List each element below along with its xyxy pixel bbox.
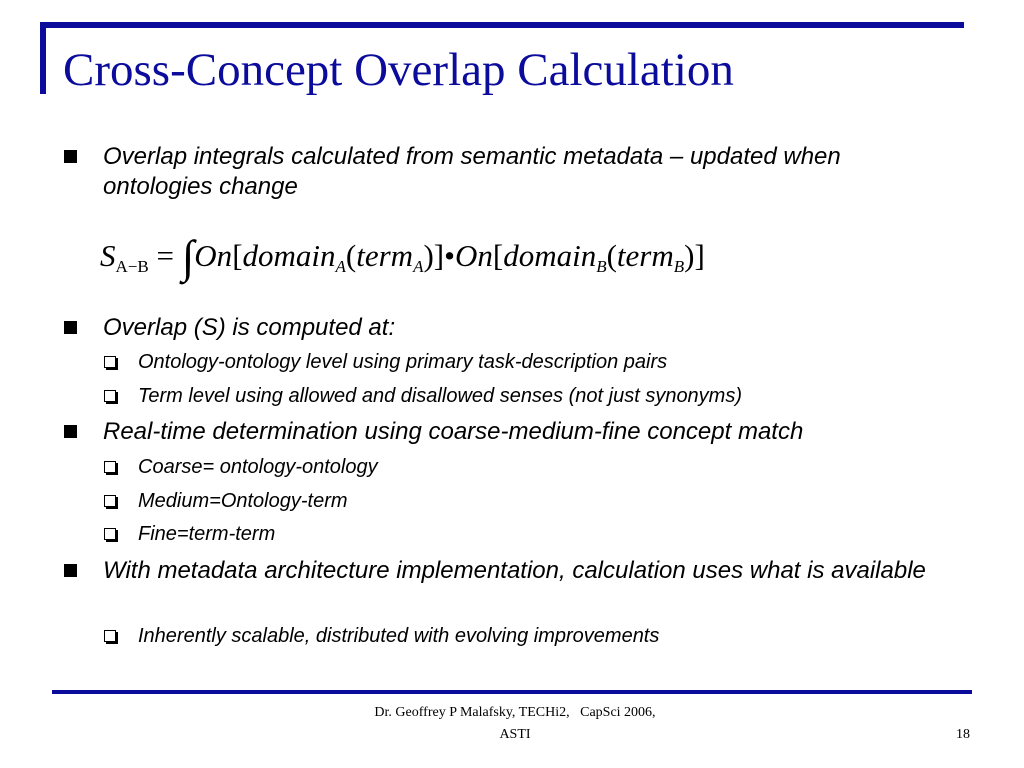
sub-bullet-term-level <box>104 383 944 409</box>
formula-paren-2: ( <box>606 238 617 273</box>
footer-line-2: ASTI <box>499 727 531 742</box>
sub-bullet-text: Coarse= ontology-ontology <box>138 456 378 478</box>
sub-bullet-coarse <box>104 454 944 480</box>
bullet-overlap-integrals <box>64 142 944 202</box>
formula-term-1: term <box>356 238 414 273</box>
bullet-text: With metadata architecture implementation, calculation uses what is available <box>103 557 926 584</box>
sub-bullet-text: Inherently scalable, distributed with evolving improvements <box>138 625 660 647</box>
formula-term-2-subscript: B <box>673 257 685 276</box>
bullet-metadata-architecture <box>64 556 944 586</box>
formula-domain-2: domain <box>503 238 597 273</box>
page-number: 18 <box>956 727 970 742</box>
formula-close-1: )] <box>423 238 445 273</box>
slide-title: Cross-Concept Overlap Calculation <box>63 44 734 96</box>
formula-domain-2-subscript: B <box>596 257 607 276</box>
bottom-accent-bar <box>52 690 972 694</box>
formula-bracket-1: [ <box>232 238 243 273</box>
integral-icon: ∫ <box>181 231 195 282</box>
overlap-formula <box>100 231 705 287</box>
checkbox-bullet-icon <box>104 461 116 473</box>
formula-term-2: term <box>616 238 674 273</box>
formula-lhs-subscript: A−B <box>115 257 149 276</box>
formula-paren-1: ( <box>345 238 357 273</box>
formula-domain-1: domain <box>242 238 336 273</box>
sub-bullet-fine <box>104 521 944 547</box>
sub-bullet-text: Medium=Ontology-term <box>138 490 348 512</box>
square-bullet-icon <box>64 425 77 438</box>
bullet-text: Overlap integrals calculated from semantic metadata – updated when ontologies change <box>103 143 841 200</box>
sub-bullet-text: Term level using allowed and disallowed senses (not just synonyms) <box>138 385 743 407</box>
dot-operator-icon: • <box>444 238 455 273</box>
formula-on-1: On <box>194 238 233 273</box>
sub-bullet-scalable <box>104 623 944 649</box>
formula-on-2: On <box>454 238 493 273</box>
top-accent-bar <box>40 22 964 28</box>
formula-domain-1-subscript: A <box>335 257 346 276</box>
sub-bullet-text: Fine=term-term <box>138 523 276 545</box>
checkbox-bullet-icon <box>104 390 116 402</box>
formula-close-2: )] <box>684 238 705 273</box>
sub-bullet-medium <box>104 488 944 514</box>
square-bullet-icon <box>64 321 77 334</box>
formula-equals: = <box>156 238 174 273</box>
bullet-real-time <box>64 417 944 447</box>
footer-credit <box>330 702 700 746</box>
sub-bullet-text: Ontology-ontology level using primary task-description pairs <box>138 351 668 373</box>
bullet-text: Real-time determination using coarse-medium-fine concept match <box>103 418 804 445</box>
formula-bracket-2: [ <box>492 238 504 273</box>
checkbox-bullet-icon <box>104 630 116 642</box>
formula-term-1-subscript: A <box>413 257 424 276</box>
sub-bullet-ontology-level <box>104 349 944 375</box>
square-bullet-icon <box>64 564 77 577</box>
left-accent-bar <box>40 22 46 94</box>
bullet-overlap-computed <box>64 313 944 343</box>
bullet-text: Overlap (S) is computed at: <box>103 314 396 341</box>
checkbox-bullet-icon <box>104 528 116 540</box>
checkbox-bullet-icon <box>104 495 116 507</box>
square-bullet-icon <box>64 150 77 163</box>
footer-line-1: Dr. Geoffrey P Malafsky, TECHi2, CapSci 2006, <box>374 705 656 720</box>
formula-lhs: S <box>100 238 116 273</box>
checkbox-bullet-icon <box>104 356 116 368</box>
